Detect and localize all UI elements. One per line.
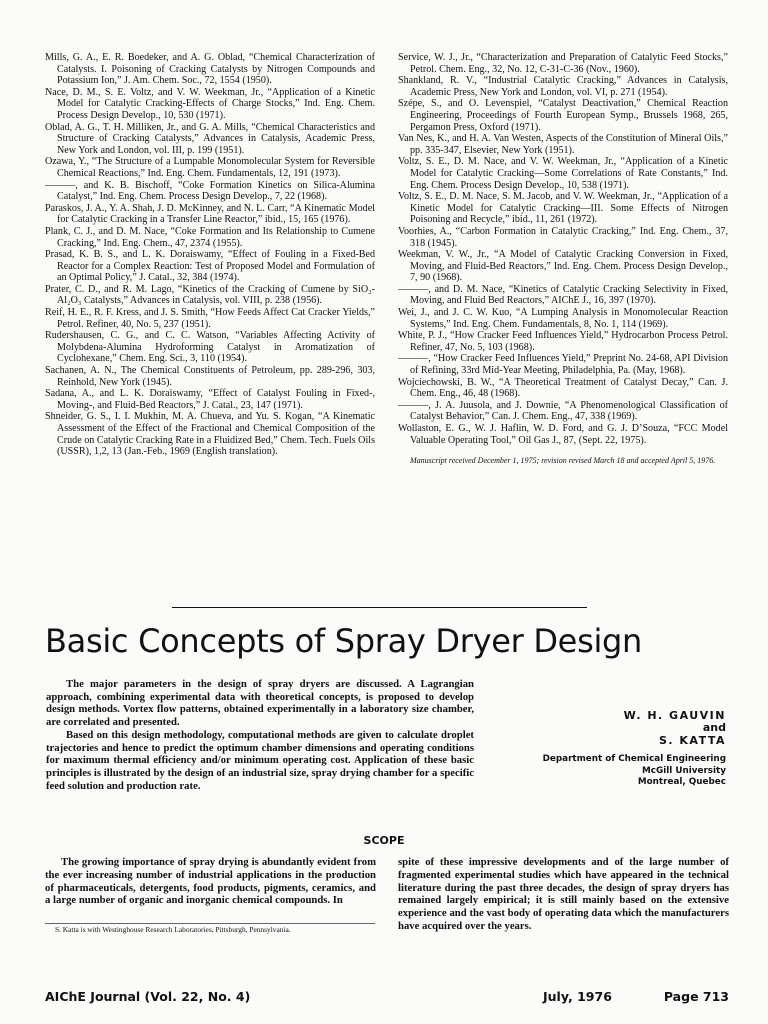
reference-entry: Ozawa, Y., “The Structure of a Lumpable Monomolecular System for Reversible Chemical Reactions,” Ind. Eng. Chem. Fundamentals, 12, 191 (1973). — [45, 156, 375, 179]
manuscript-received-note: Manuscript received December 1, 1975; revision revised March 18 and accepted April 5, 1976. — [410, 456, 716, 466]
article-title: Basic Concepts of Spray Dryer Design — [45, 622, 643, 660]
scope-right-column — [398, 856, 729, 933]
page-footer — [45, 989, 729, 1005]
reference-entry: ———, “How Cracker Feed Influences Yield,” Preprint No. 24-68, API Division of Refining, 33rd Mid-Year Meeting, Philadelphia, Pa. (May, 1968). — [398, 353, 728, 377]
abstract — [46, 678, 474, 792]
author-name: W. H. GAUVIN — [623, 709, 726, 722]
reference-entry: Wollaston, E. G., W. J. Haflin, W. D. Ford, and G. J. D’Souza, “FCC Model Valuable Operating Tool,” Oil Gas J., 87, (Sept. 22, 1975). — [398, 423, 728, 446]
reference-entry: Rudershausen, C. G., and C. C. Watson, “Variables Affecting Activity of Molybdena-Alumina Hydroforming Catalyst in Aromatization of Cyclohexane,” Chem. Eng. Sci., 3, 110 (1954). — [45, 330, 375, 365]
affiliation-line: McGill University — [642, 765, 726, 776]
journal-citation: AIChE Journal (Vol. 22, No. 4) — [45, 989, 251, 1004]
reference-entry: Prasad, K. B. S., and L. K. Doraiswamy, “Effect of Fouling in a Fixed-Bed Reactor for a Complex Reaction: Test of Proposed Model and Formulation of an Optimal Policy,” J. Catal., 32, 384 (1974). — [45, 249, 375, 284]
author-footnote: S. Katta is with Westinghouse Research Laboratories, Pittsburgh, Pennsylvania. — [45, 923, 375, 935]
scope-left-column — [45, 856, 376, 907]
scope-paragraph: spite of these impressive developments and of the large number of fragmented experimental studies which have appeared in the technical literature during the past three decades, the design of spray dryers has remained largely empirical; it is still mainly based on the extensive experience and the vast body of operating data which the manufacturers have acquired over the years. — [398, 856, 729, 932]
affiliation-line: Department of Chemical Engineering — [542, 754, 726, 764]
reference-entry: Nace, D. M., S. E. Voltz, and V. W. Weekman, Jr., “Application of a Kinetic Model for Catalytic Cracking-Effects of Charge Stocks,” Ind. Eng. Chem. Process Design Develop., 10, 530 (1971). — [45, 86, 375, 121]
reference-entry: Plank, C. J., and D. M. Nace, “Coke Formation and Its Relationship to Cumene Cracking,” Ind. Eng. Chem., 47, 2374 (1955). — [45, 225, 375, 249]
reference-entry: Wojciechowski, B. W., “A Theoretical Treatment of Catalyst Decay,” Can. J. Chem. Eng., 46, 48 (1968). — [398, 376, 728, 400]
reference-entry: Weekman, V. W., Jr., “A Model of Catalytic Cracking Conversion in Fixed, Moving, and Fluid-Bed Reactors,” Ind. Eng. Chem. Process Design Develop., 7, 90 (1968). — [398, 249, 728, 284]
reference-entry: Service, W. J., Jr., “Characterization and Preparation of Catalytic Feed Stocks,” Petrol. Chem. Eng., 32, No. 12, C-31-C-36 (Nov., 1960). — [398, 52, 728, 75]
section-divider-rule — [172, 607, 587, 608]
reference-entry: Van Nes, K., and H. A. Van Westen, Aspects of the Constitution of Mineral Oils,” pp. 335-347, Elsevier, New York (1951). — [398, 133, 728, 156]
reference-entry: White, P. J., “How Cracker Feed Influences Yield,” Hydrocarbon Process Petrol. Refiner, 47, No. 5, 103 (1968). — [398, 330, 728, 353]
affiliation-line: Montreal, Quebec — [637, 777, 726, 787]
abstract-paragraph: Based on this design methodology, computational methods are given to calculate droplet trajectories and hence to predict the optimum chamber dimensions and operating conditions for maximum thermal efficiency and/or minimum operating cost. Application of these basic principles is illustrated by the design of an industrial size, spray drying chamber for a specific feed solution and production rate. — [46, 728, 474, 792]
author-name: S. KATTA — [658, 734, 726, 747]
reference-entry: ———, and D. M. Nace, “Kinetics of Catalytic Cracking Selectivity in Fixed, Moving, and Fluid Bed Reactors,” AIChE J., 16, 397 (1970). — [398, 283, 728, 307]
reference-entry: Wei, J., and J. C. W. Kuo, “A Lumping Analysis in Monomolecular Reaction Systems,” Ind. Eng. Chem. Fundamentals, 8, No. 1, 114 (1969). — [398, 307, 728, 330]
page-number: Page 713 — [663, 989, 729, 1004]
reference-entry: Sachanen, A. N., The Chemical Constituents of Petroleum, pp. 289-296, 303, Reinhold, New York (1945). — [45, 365, 375, 388]
reference-entry: Paraskos, J. A., Y. A. Shah, J. D. McKinney, and N. L. Carr, “A Kinematic Model for Catalytic Cracking in a Transfer Line Reactor,” ibid., 15, 165 (1976). — [45, 202, 375, 226]
reference-entry: Szépe, S., and O. Levenspiel, “Catalyst Deactivation,” Chemical Reaction Engineering, Proceedings of Fourth European Symp., Brussels 1968, 265, Pergamon Press, Oxford (1971). — [398, 98, 728, 133]
reference-entry: Mills, G. A., E. R. Boedeker, and A. G. Oblad, “Chemical Characterization of Catalysts. I. Poisoning of Cracking Catalysts by Nitrogen Compounds and Potassium Ion,” J. Am. Chem. Soc., 72, 1554 (1950). — [45, 52, 375, 87]
reference-entry: Prater, C. D., and R. M. Lago, “Kinetics of the Cracking of Cumene by SiO₂-Al₂O₃ Catalysts,” Advances in Catalysis, vol. VIII, p. 238 (1956). — [45, 283, 375, 307]
reference-entry: Shankland, R. V., “Industrial Catalytic Cracking,” Advances in Catalysis, Academic Press, New York and London, vol. VI, p. 271 (1954). — [398, 75, 728, 98]
reference-entry: Shneider, G. S., I. I. Mukhin, M. A. Chueva, and Yu. S. Kogan, “A Kinematic Assessment of the Effect of the Fractional and Chemical Composition of the Crude on Catalytic Cracking Rate in a Fluidized Bed,” Chem. Tech. Fuels Oils (USSR), 1,2, 13 (Jan.-Feb., 1969 (English translation). — [45, 411, 375, 458]
reference-entry: ———, and K. B. Bischoff, “Coke Formation Kinetics on Silica-Alumina Catalyst,” Ind. Eng. Chem. Process Design Develop., 7, 22 (1968). — [45, 179, 375, 203]
reference-entry: Voltz, S. E., D. M. Nace, and V. W. Weekman, Jr., “Application of a Kinetic Model for Catalytic Cracking—Some Correlations of Rate Constants,” Ind. Eng. Chem. Process Design Develop., 10, 538 (1971). — [398, 156, 728, 191]
reference-entry: Voorhies, A., “Carbon Formation in Catalytic Cracking,” Ind. Eng. Chem., 37, 318 (1945). — [398, 225, 728, 249]
reference-entry: ———, J. A. Juusola, and J. Downie, “A Phenomenological Classification of Catalyst Behavior,” Can. J. Chem. Eng., 47, 338 (1969). — [398, 399, 728, 423]
scope-heading: SCOPE — [363, 834, 405, 847]
abstract-paragraph: The major parameters in the design of spray dryers are discussed. A Lagrangian approach, combining experimental data with theoretical concepts, is proposed to develop design methods. Vortex flow patterns, obtained experimentally in a laboratory size chamber, are correlated and presented. — [46, 678, 474, 729]
references-left-column — [45, 52, 375, 458]
references-right-column — [398, 52, 728, 473]
reference-entry: Sadana, A., and L. K. Doraiswamy, “Effect of Catalyst Fouling in Fixed-, Moving-, and Fluid-Bed Reactors,” J. Catal., 23, 147 (1971). — [45, 388, 375, 411]
author-block — [496, 709, 726, 789]
author-conjunction: and — [702, 721, 726, 734]
reference-entry: Reif, H. E., R. F. Kress, and J. S. Smith, “How Feeds Affect Cat Cracker Yields,” Petrol. Refiner, 40, No. 5, 237 (1951). — [45, 307, 375, 330]
scope-paragraph: The growing importance of spray drying is abundantly evident from the ever increasing number of industrial applications in the production of pharmaceuticals, detergents, food products, pigments, ceramics, and a large number of organic and inorganic chemical compounds. In — [45, 856, 376, 907]
issue-date: July, 1976 — [543, 989, 612, 1004]
reference-entry: Voltz, S. E., D. M. Nace, S. M. Jacob, and V. W. Weekman, Jr., “Application of a Kinetic Model for Catalytic Cracking—III. Some Effects of Nitrogen Poisoning and Recycle,” ibid., 11, 261 (1972). — [398, 191, 728, 226]
reference-entry: Oblad, A. G., T. H. Milliken, Jr., and G. A. Mills, “Chemical Characteristics and Structure of Cracking Catalysts,” Advances in Catalysis, Academic Press, New York and London, vol. III, p. 199 (1951). — [45, 121, 375, 156]
